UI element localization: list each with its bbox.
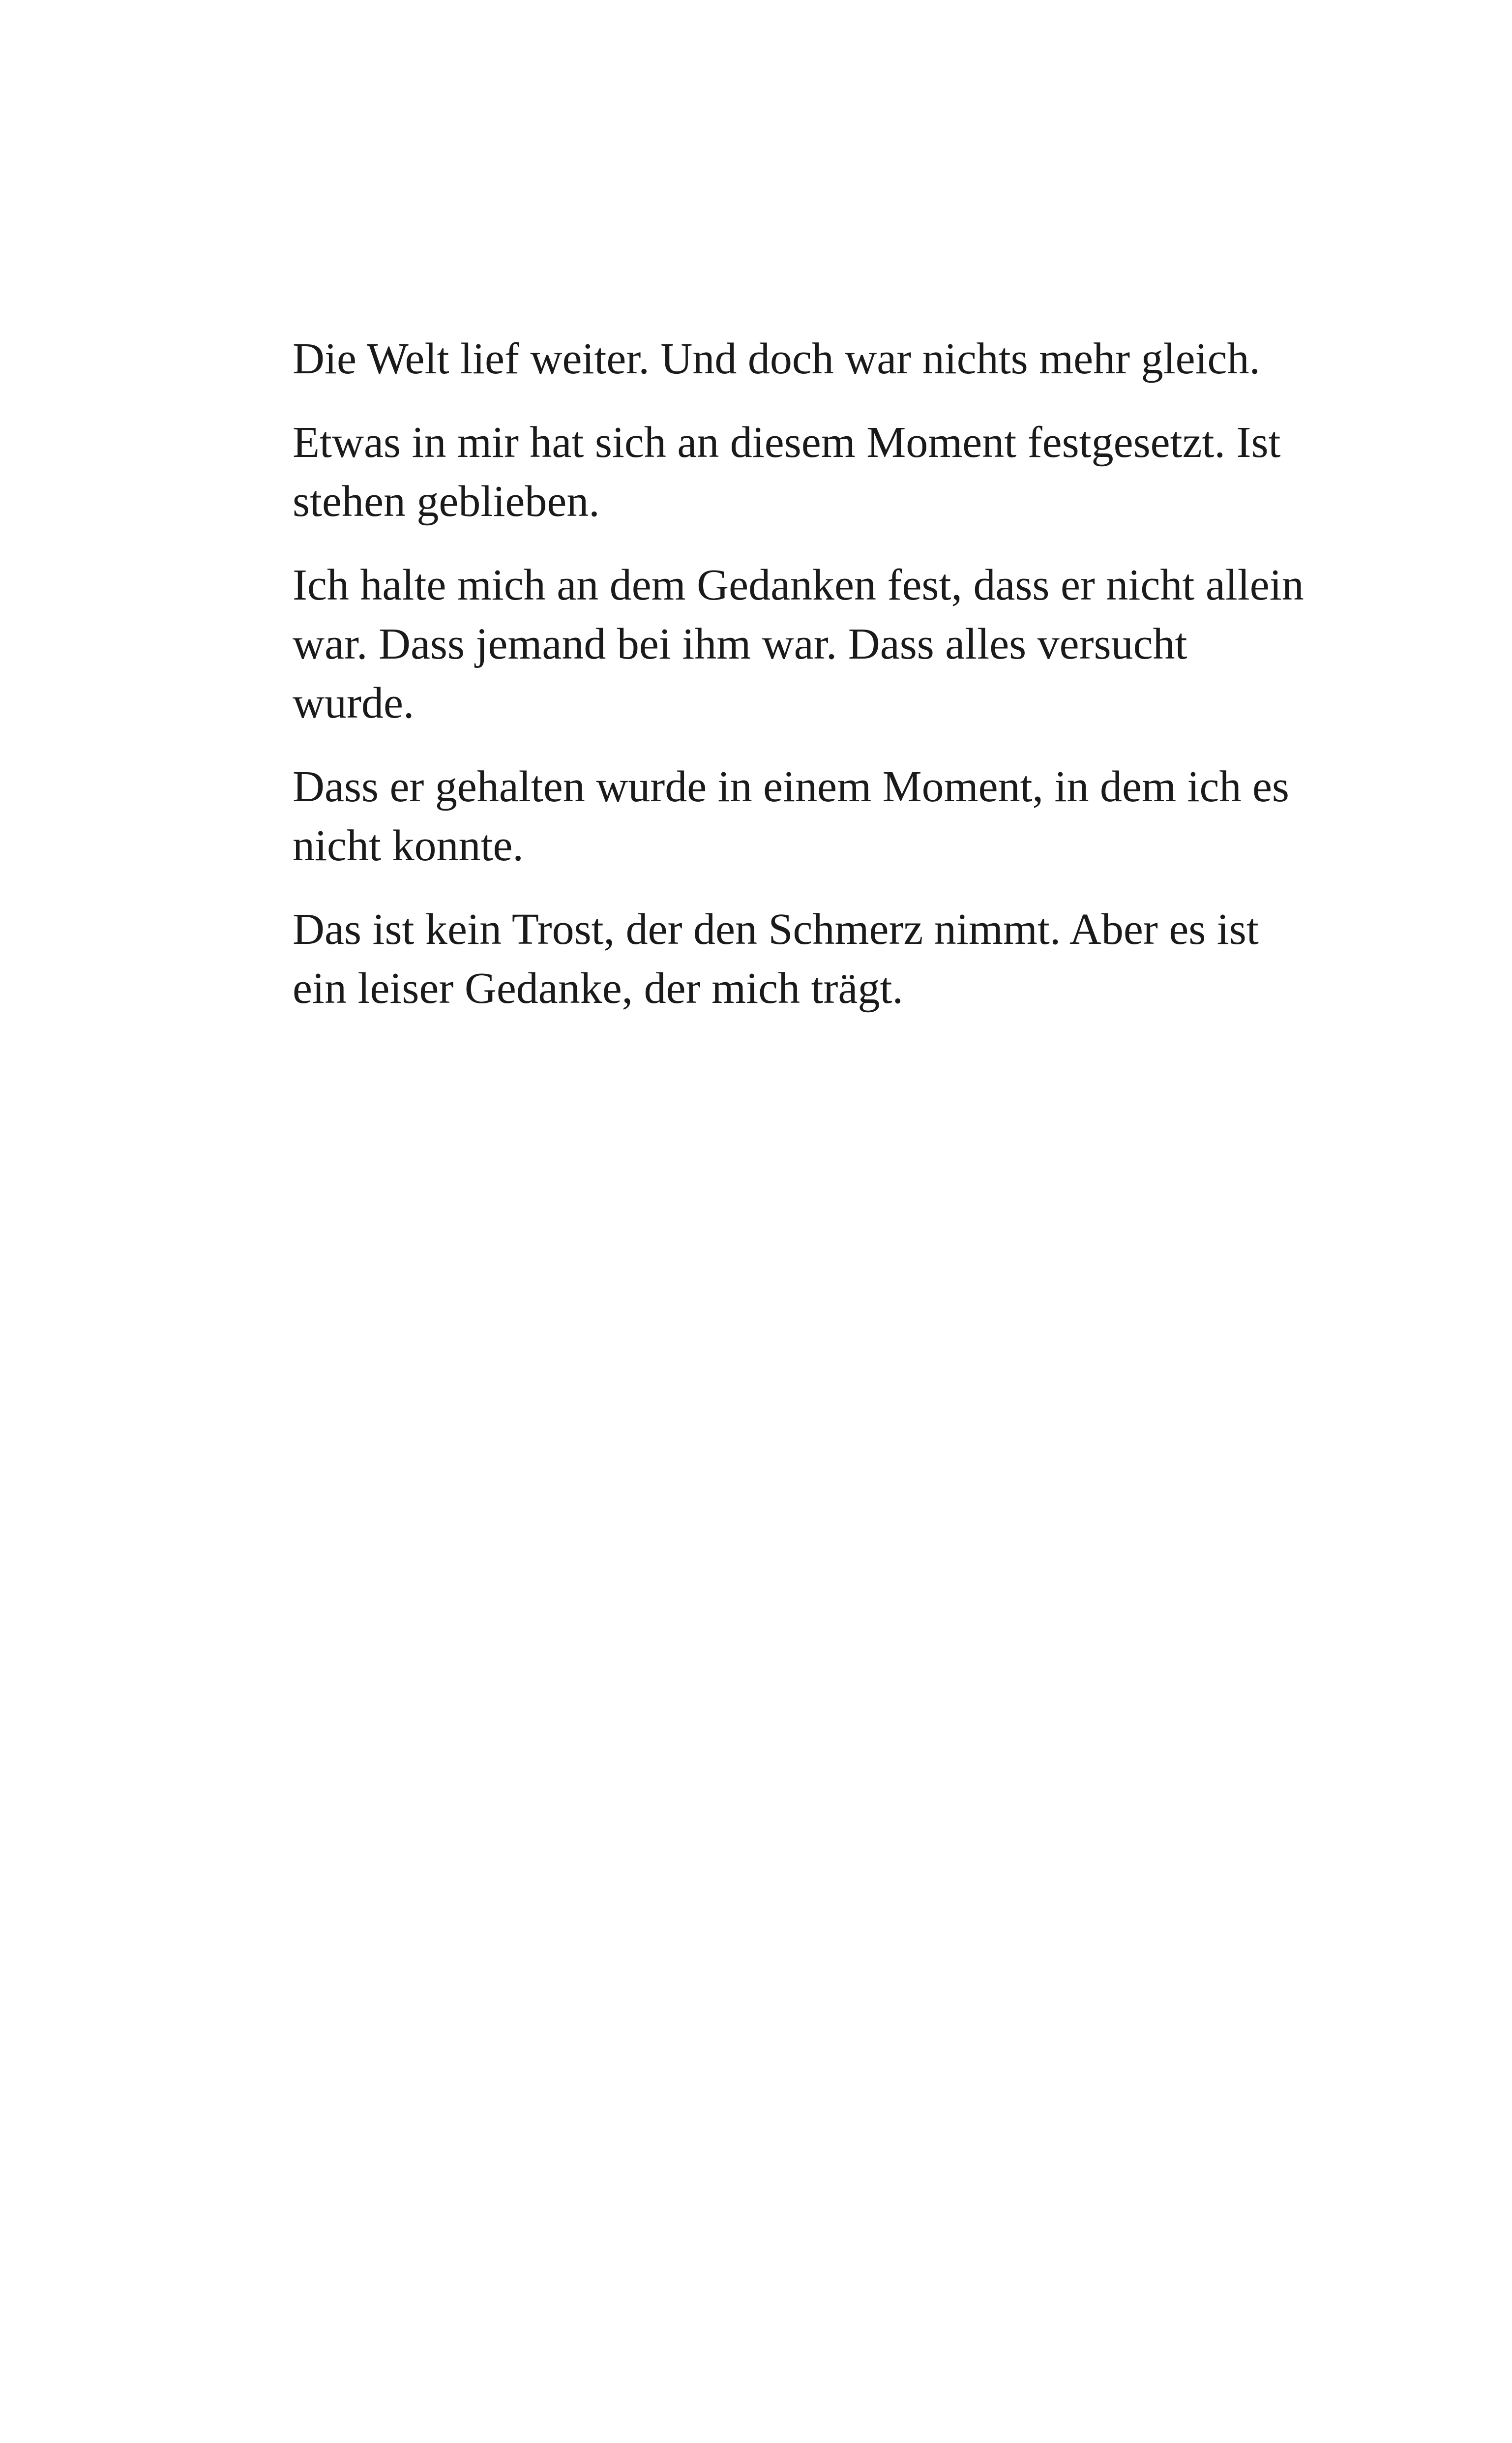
paragraph: Das ist kein Trost, der den Schmerz nimmt. Aber es ist ein leiser Gedanke, der mich trägt.: [293, 905, 1259, 1013]
body-text: [293, 330, 1305, 1043]
paragraph: Dass er gehalten wurde in einem Moment, in dem ich es nicht konnte.: [293, 762, 1289, 870]
paragraph: Etwas in mir hat sich an diesem Moment festgesetzt. Ist stehen geblieben.: [293, 418, 1281, 526]
paragraph: Ich halte mich an dem Gedanken fest, dass er nicht allein war. Dass jemand bei ihm war. Dass alles versucht wurde.: [293, 561, 1304, 727]
paragraph: Die Welt lief weiter. Und doch war nichts mehr gleich.: [293, 334, 1261, 383]
